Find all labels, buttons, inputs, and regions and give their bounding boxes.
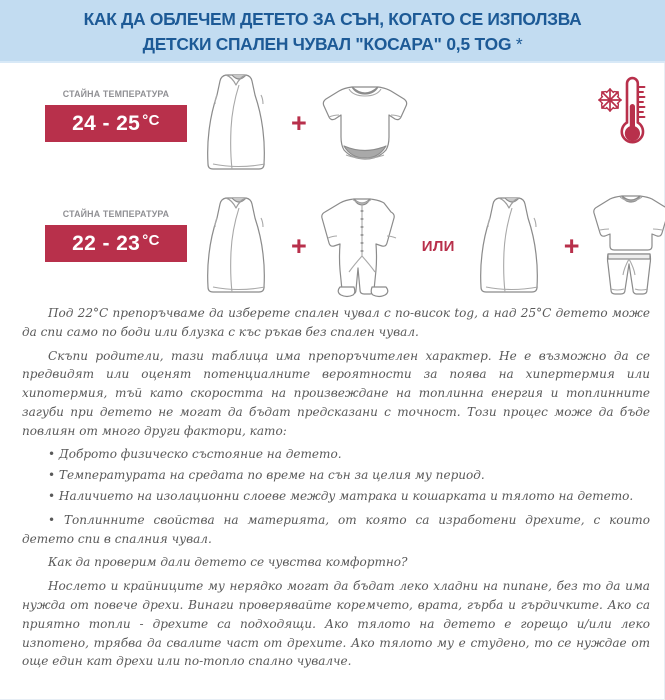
bullet-item: • Температурата на средата по време на сън за целия му период. bbox=[48, 468, 485, 483]
bullet-item: • Наличието на изолационни слоеве между матрака и кошарката и тялото на детето. bbox=[48, 489, 634, 504]
paragraph-comfort-check: Нослето и крайниците му нерядко могат да бъдат леко хладни на пипане, без то да има нужда от повече дрехи. Винаги проверявайте коремчето, врата, гърба и гърдичките. Ако са приятно топли - дрехите са подходящи. Ако тялото на детето е горещо и/или леко изпотено, трябва да свалите част от дрехите. Ако тялото му е студено, то се нуждае от още един кат дрехи или по-топло спално чувалче. bbox=[22, 579, 650, 669]
clothing-row-2 bbox=[196, 192, 665, 300]
footed-onesie-illustration bbox=[316, 190, 408, 303]
sleeping-bag-illustration bbox=[196, 191, 282, 302]
thermometer-snowflake-icon bbox=[597, 74, 655, 155]
temperature-unit: °C bbox=[142, 112, 160, 129]
temperature-block-row-2 bbox=[45, 209, 187, 262]
body-text bbox=[22, 304, 650, 673]
header-product-name: "КОСАРА" 0,5 TOG bbox=[355, 33, 512, 54]
header-banner bbox=[0, 0, 665, 63]
clothing-row-1 bbox=[196, 70, 414, 176]
pajama-set-illustration bbox=[589, 190, 665, 303]
paragraph-disclaimer: Скъпи родители, тази таблица има препоръчителен характер. Не е възможно да се предвидят или оценят потенциалните вероятности за поява на хипертермия или хипотермия, тъй като скоростта на произвеждане на топлинна енергия и топлинните загуби при детето не могат да бъдат предсказани с точност. Този процес може да бъде повлиян от много други фактори, като: bbox=[22, 348, 650, 438]
temperature-unit: °C bbox=[142, 232, 160, 249]
temperature-badge bbox=[45, 225, 187, 262]
header-title-line-2 bbox=[143, 32, 523, 57]
temperature-caption: СТАЙНА ТЕМПЕРАТУРА bbox=[62, 89, 170, 100]
plus-sign-row-2-right: + bbox=[563, 230, 580, 261]
temperature-caption: СТАЙНА ТЕМПЕРАТУРА bbox=[62, 209, 170, 220]
or-label: ИЛИ bbox=[421, 237, 455, 255]
header-title-prefix: ДЕТСКИ СПАЛЕН ЧУВАЛ bbox=[142, 33, 356, 54]
short-sleeve-bodysuit-illustration bbox=[316, 73, 414, 174]
plus-sign-row-1: + bbox=[291, 107, 307, 138]
temperature-value: 24 - 25 bbox=[72, 111, 141, 135]
plus-sign-row-2-left: + bbox=[291, 230, 307, 261]
paragraph-comfort-question: Как да проверим дали детето се чувства комфортно? bbox=[48, 555, 408, 570]
sleeping-bag-illustration bbox=[196, 68, 282, 179]
temperature-block-row-1 bbox=[45, 89, 187, 142]
paragraph-temperature-note: Под 22°С препоръчваме да изберете спален чувал с по-висок tog, а над 25°С детето може да спи само по боди или блузка с къс ръкав без спален чувал. bbox=[22, 306, 650, 339]
sleeping-bag-illustration bbox=[469, 191, 555, 302]
header-title-line-1: КАК ДА ОБЛЕЧЕМ ДЕТЕТО ЗА СЪН, КОГАТО СЕ ИЗПОЛЗВА bbox=[83, 8, 582, 29]
temperature-value: 22 - 23 bbox=[72, 231, 141, 255]
header-asterisk: * bbox=[511, 33, 523, 54]
temperature-badge bbox=[45, 105, 187, 142]
bullet-item: • Доброто физическо състояние на детето. bbox=[48, 447, 342, 462]
bullet-item: • Топлинните свойства на материята, от която са изработени дрехите, с които детето спи в спалния чувал. bbox=[22, 512, 650, 546]
